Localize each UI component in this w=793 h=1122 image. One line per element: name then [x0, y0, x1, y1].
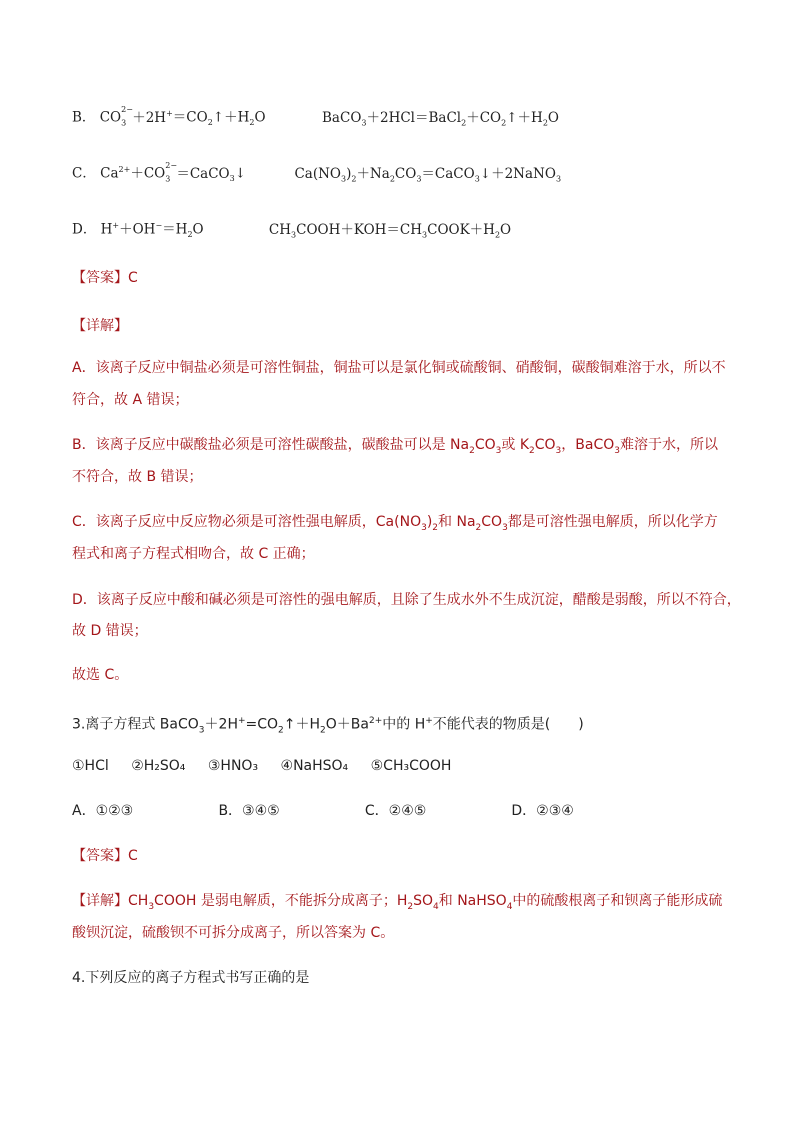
choice-b: B．③④⑤ [218, 803, 280, 819]
explanation-d-line-2: 故 D 错误； [72, 623, 148, 639]
explanation-c-line-2: 程式和离子方程式相吻合，故 C 正确； [72, 546, 315, 562]
option-b-chemical-equation: $BaCO_3+2HCl=BaCl_2+CO_2↑+H_2O$ [322, 109, 559, 128]
choice-d: D．②③④ [511, 803, 574, 819]
explanation-b-line-1: B．该离子反应中碳酸盐必须是可溶性碳酸盐，碳酸盐可以是 $Na_2CO_3$或 $K_2CO_3$，BaCO$_3$难溶于水，所以 [72, 437, 718, 456]
option-b-ionic-equation: CO 2− $_3 +2H^+=CO_2↑+H_2O$ [99, 104, 266, 128]
option-d-chemical-equation: $CH_3COOH+KOH=CH_3COOK+H_2O$ [268, 221, 512, 240]
option-d-label: D． [72, 221, 97, 238]
explanation-d-line-1: D．该离子反应中酸和碱必须是可溶性的强电解质，且除了生成水外不生成沉淀，醋酸是弱酸，所以不符合， [72, 592, 741, 608]
substance-item: ②H₂SO₄ [131, 758, 186, 774]
detail-heading-1: 【详解】 [72, 318, 128, 334]
option-c-ionic-equation: $Ca^{2+}+CO$ 2− $_3$ ＝CaCO$_3$↓ [100, 160, 247, 184]
substance-item: ③HNO₃ [207, 758, 259, 774]
explanation-a-line-1: A．该离子反应中铜盐必须是可溶性铜盐，铜盐可以是氯化铜或硫酸铜、硝酸铜，碳酸铜难溶于水，所以不 [72, 360, 726, 376]
explanation-c-line-1: C．该离子反应中反应物必须是可溶性强电解质，$Ca(NO_3)_2$和 $Na_2CO_3$都是可溶性强电解质，所以化学方 [72, 514, 718, 533]
explanation-b-line-2: 不符合，故 B 错误； [72, 469, 203, 485]
answer-1: 【答案】C [72, 270, 138, 286]
substance-item: ①HCl [72, 758, 109, 774]
option-c-label: C． [72, 165, 96, 182]
choice-a: A．①②③ [72, 803, 134, 819]
option-c [72, 160, 561, 189]
detail-2-line-2: 酸钡沉淀，硫酸钡不可拆分成离子，所以答案为 C。 [72, 925, 395, 941]
explanation-a-line-2: 符合，故 A 错误； [72, 392, 189, 408]
option-b-label: B． [72, 109, 96, 126]
substance-item: ⑤CH₃COOH [370, 758, 452, 774]
choice-list [72, 801, 653, 821]
choice-c: C．②④⑤ [364, 803, 427, 819]
substance-item: ④NaHSO₄ [280, 758, 349, 774]
question-4: 4.下列反应的离子方程式书写正确的是 [72, 970, 310, 986]
detail-2-line-1: 【详解】$CH_3COOH$ 是弱电解质，不能拆分成离子；$H_2SO_4$和 NaHSO$_4$中的硫酸根离子和钡离子能形成硫 [72, 893, 723, 912]
answer-2: 【答案】C [72, 848, 138, 864]
conclusion: 故选 C。 [72, 667, 129, 683]
option-b [72, 104, 559, 133]
option-c-chemical-equation: $Ca(NO_3)_2+Na_2CO_3=CaCO_3↓+2NaNO_3$ [294, 165, 562, 184]
option-d [72, 216, 511, 245]
substance-list [72, 756, 469, 776]
question-3: 3.离子方程式 $BaCO_3+2H^+=CO_2↑+H_2O+Ba^{2+}$中的 H+不能代表的物质是( ) [72, 716, 584, 736]
option-d-ionic-equation: $H^++OH^-=H_2O$ [100, 221, 204, 240]
